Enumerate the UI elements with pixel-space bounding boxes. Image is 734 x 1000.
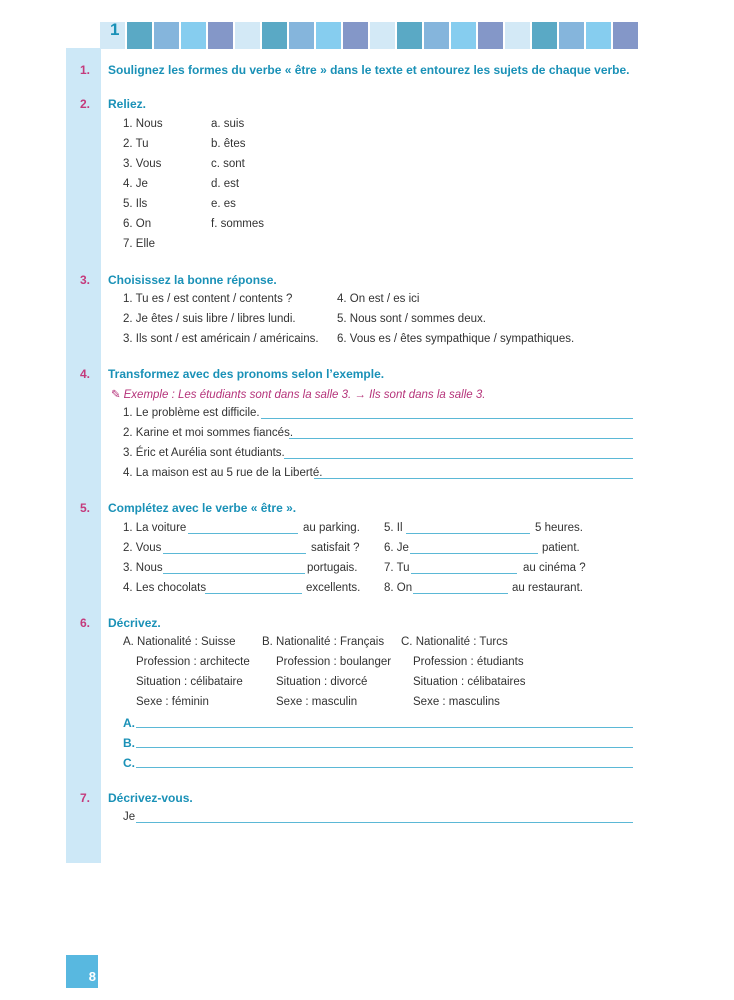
blank-line[interactable]	[406, 533, 530, 534]
header-color-square	[397, 22, 422, 49]
transform-item: 1. Le problème est difficile.	[123, 407, 260, 419]
header-color-square	[316, 22, 341, 49]
match-verb: f. sommes	[211, 218, 265, 230]
header-color-square	[208, 22, 233, 49]
transform-item: 2. Karine et moi sommes fiancés.	[123, 427, 294, 439]
choice-item: 2. Je êtes / suis libre / libres lundi.	[123, 313, 296, 325]
match-subject: 1. Nous	[123, 118, 163, 130]
exercise-7-title: Décrivez-vous.	[108, 791, 193, 805]
match-verb: d. est	[211, 178, 240, 190]
exercise-6-title: Décrivez.	[108, 616, 161, 630]
match-subject: 7. Elle	[123, 238, 155, 250]
answer-line[interactable]	[261, 418, 633, 419]
blank-line[interactable]	[411, 573, 517, 574]
header-color-bar	[100, 22, 640, 49]
fill-prefix: 8. On	[384, 582, 413, 594]
answer-line[interactable]	[136, 822, 633, 823]
answer-line[interactable]	[136, 767, 633, 768]
exercise-3-number: 3.	[79, 273, 90, 287]
header-color-square	[235, 22, 260, 49]
header-color-square	[478, 22, 503, 49]
answer-line[interactable]	[284, 458, 633, 459]
profile-a-line: Situation : célibataire	[136, 676, 243, 688]
blank-line[interactable]	[163, 553, 306, 554]
blank-line[interactable]	[410, 553, 538, 554]
header-color-square	[451, 22, 476, 49]
fill-suffix: 5 heures.	[535, 522, 583, 534]
header-color-square	[343, 22, 368, 49]
exercise-4-title: Transformez avec des pronoms selon l’exemple.	[108, 367, 385, 381]
fill-prefix: 7. Tu	[384, 562, 410, 574]
answer-line[interactable]	[136, 747, 633, 748]
answer-line[interactable]	[136, 727, 633, 728]
exercise-3-title: Choisissez la bonne réponse.	[108, 273, 277, 287]
fill-suffix: portugais.	[307, 562, 358, 574]
choice-item: 4. On est / es ici	[337, 293, 420, 305]
match-verb: a. suis	[211, 118, 245, 130]
exercise-2-number: 2.	[79, 97, 90, 111]
profile-c-line: Situation : célibataires	[413, 676, 526, 688]
match-subject: 4. Je	[123, 178, 148, 190]
match-verb: c. sont	[211, 158, 245, 170]
header-color-square	[127, 22, 152, 49]
exercise-1-title: Soulignez les formes du verbe « être » dans le texte et entourez les sujets de chaque verbe.	[108, 63, 630, 77]
example-text: Exemple : Les étudiants sont dans la salle 3. → Ils sont dans la salle 3.	[123, 389, 486, 401]
fill-prefix: 3. Nous	[123, 562, 163, 574]
header-color-square	[289, 22, 314, 49]
profile-b-line: Situation : divorcé	[276, 676, 368, 688]
exercise-2-title: Reliez.	[108, 97, 147, 111]
profile-a-line: A. Nationalité : Suisse	[123, 636, 236, 648]
answer-label-b: B.	[123, 736, 135, 750]
profile-c-line: Profession : étudiants	[413, 656, 524, 668]
exercise-6-number: 6.	[79, 616, 90, 630]
fill-suffix: patient.	[542, 542, 580, 554]
answer-line[interactable]	[289, 438, 633, 439]
match-subject: 2. Tu	[123, 138, 149, 150]
answer-label-a: A.	[123, 716, 135, 730]
pencil-icon: ✎	[111, 389, 121, 401]
match-subject: 3. Vous	[123, 158, 162, 170]
profile-a-line: Profession : architecte	[136, 656, 250, 668]
page-number-box	[66, 955, 98, 988]
header-color-square	[370, 22, 395, 49]
fill-prefix: 5. Il	[384, 522, 403, 534]
fill-prefix: 4. Les chocolats	[123, 582, 207, 594]
fill-suffix: au parking.	[303, 522, 360, 534]
profile-b-line: Sexe : masculin	[276, 696, 358, 708]
blank-line[interactable]	[188, 533, 298, 534]
header-color-square	[613, 22, 638, 49]
match-verb: e. es	[211, 198, 236, 210]
blank-line[interactable]	[205, 593, 302, 594]
choice-item: 3. Ils sont / est américain / américains.	[123, 333, 319, 345]
transform-item: 3. Éric et Aurélia sont étudiants.	[123, 447, 285, 459]
page-number: 8	[88, 969, 96, 984]
choice-item: 1. Tu es / est content / contents ?	[123, 293, 293, 305]
exercise-1-number: 1.	[79, 63, 90, 77]
header-color-square	[181, 22, 206, 49]
profile-b-line: Profession : boulanger	[276, 656, 392, 668]
header-color-square	[154, 22, 179, 49]
profile-c-line: C. Nationalité : Turcs	[401, 636, 508, 648]
choice-item: 5. Nous sont / sommes deux.	[337, 313, 486, 325]
fill-suffix: au restaurant.	[512, 582, 583, 594]
profile-a-line: Sexe : féminin	[136, 696, 209, 708]
match-subject: 6. On	[123, 218, 152, 230]
fill-prefix: 1. La voiture	[123, 522, 187, 534]
profile-b-line: B. Nationalité : Français	[262, 636, 385, 648]
header-color-square	[586, 22, 611, 49]
blank-line[interactable]	[163, 573, 305, 574]
answer-prefix: Je	[123, 811, 136, 823]
header-color-square	[532, 22, 557, 49]
choice-item: 6. Vous es / êtes sympathique / sympathiques.	[337, 333, 575, 345]
match-subject: 5. Ils	[123, 198, 148, 210]
chapter-number: 1	[110, 20, 120, 39]
example-line	[111, 387, 485, 401]
answer-line[interactable]	[314, 478, 633, 479]
exercise-4-number: 4.	[79, 367, 90, 381]
transform-item: 4. La maison est au 5 rue de la Liberté.	[123, 467, 323, 479]
fill-prefix: 6. Je	[384, 542, 409, 554]
fill-prefix: 2. Vous	[123, 542, 162, 554]
header-color-square	[559, 22, 584, 49]
exercise-7-number: 7.	[79, 791, 90, 805]
match-verb: b. êtes	[211, 138, 246, 150]
header-color-square	[262, 22, 287, 49]
fill-suffix: satisfait ?	[311, 542, 360, 554]
fill-suffix: au cinéma ?	[523, 562, 586, 574]
header-color-square	[505, 22, 530, 49]
blank-line[interactable]	[413, 593, 508, 594]
fill-suffix: excellents.	[306, 582, 361, 594]
exercise-5-title: Complétez avec le verbe « être ».	[108, 501, 297, 515]
exercise-5-number: 5.	[79, 501, 90, 515]
profile-c-line: Sexe : masculins	[413, 696, 500, 708]
header-color-square	[424, 22, 449, 49]
margin-sidebar	[66, 48, 101, 863]
answer-label-c: C.	[123, 756, 135, 770]
